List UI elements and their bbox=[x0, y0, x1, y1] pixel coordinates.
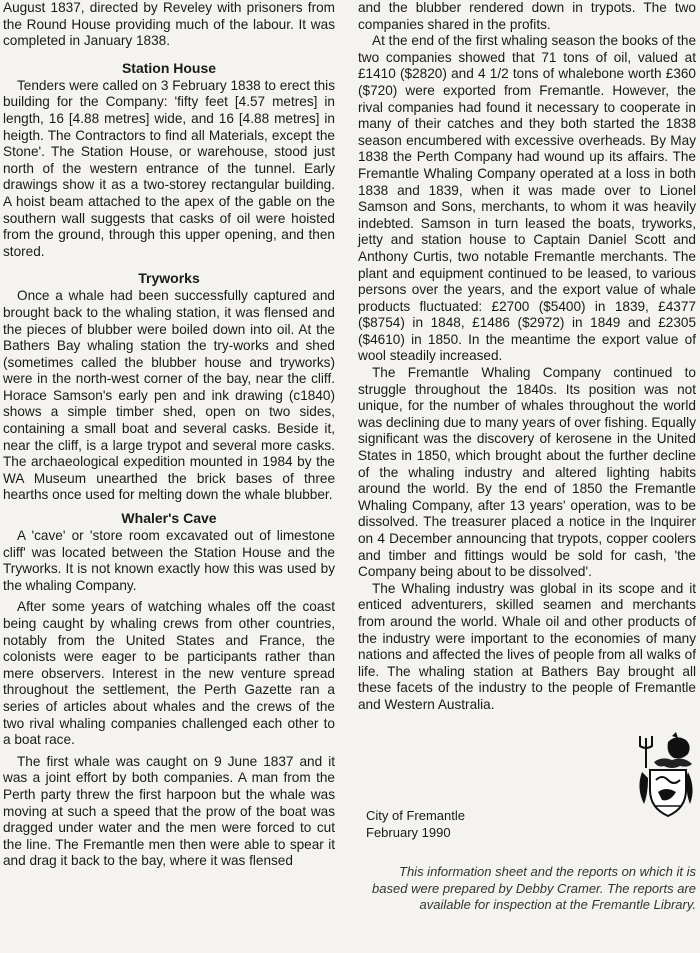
whalers-cave-paragraph-2: After some years of watching whales off the coast being caught by whaling crews from other countries, notably from the United States and France, the colonists were eager to be participants rather than mere observers. Interest in the new venture spread throughout the settlement, the Perth Gazette ran a series of articles about whales and the crews of the two rival whaling companies challenged each other to a boat race. bbox=[3, 599, 335, 748]
whalers-cave-paragraph-1: A 'cave' or 'store room excavated out of limestone cliff' was located between the Station House and the Tryworks. It is not known exactly how this was used by the whaling Company. bbox=[3, 528, 335, 593]
intro-paragraph: August 1837, directed by Reveley with prisoners from the Round House providing much of the labour. It was completed in January 1838. bbox=[3, 0, 335, 49]
whalers-cave-paragraph-3: The first whale was caught on 9 June 1837 and it was a joint effort by both companies. A man from the Perth party threw the first harpoon but the whale was moving at such a speed that the prow of the boat was dragged under water and the men were forced to cut the line. The Fremantle men then were able to spear it and drag it back to the bay, where it was flensed bbox=[3, 753, 335, 869]
signoff-date: February 1990 bbox=[366, 824, 451, 840]
signoff-organisation: City of Fremantle bbox=[366, 808, 465, 823]
footer-note: This information sheet and the reports on which it is based were prepared by Debby Cramer. The reports are available for inspection at the Fremantle Library. bbox=[372, 864, 696, 912]
global-industry-paragraph: The Whaling industry was global in its scope and it enticed adventurers, skilled seamen and merchants from around the world. Whale oil and other products of the industry were important to the economies of many nations and affected the lives of people from all walks of life. The whaling station at Bathers Bay brought all these facets of the industry to the people of Fremantle and Western Australia. bbox=[358, 580, 696, 712]
city-crest-icon bbox=[632, 732, 698, 820]
continuation-paragraph: and the blubber rendered down in trypots. The two companies shared in the profits. bbox=[358, 0, 696, 32]
left-column bbox=[3, 0, 335, 870]
signoff-block bbox=[366, 808, 526, 841]
whalers-cave-heading: Whaler's Cave bbox=[121, 510, 217, 527]
tryworks-heading: Tryworks bbox=[138, 270, 200, 287]
tryworks-paragraph: Once a whale had been successfully captured and brought back to the whaling station, it was flensed and the pieces of blubber were boiled down into oil. At the Bathers Bay whaling station the try-works and shed (sometimes called the blubber house and tryworks) were in the north-west corner of the bay, near the cliff. Horace Samson's early pen and ink drawing (c1840) shows a simple timber shed, open on two sides, containing a small boat and several casks. Beside it, near the cliff, is a large trypot and several more casks. The archaeological expedition mounted in 1984 by the WA Museum unearthed the brick bases of three hearths once used for melting down the whale blubber. bbox=[3, 288, 335, 503]
station-house-paragraph: Tenders were called on 3 February 1838 to erect this building for the Company: 'fifty feet [4.57 metres] in length, 16 [4.88 metres] wide, and 16 [4.88 metres] in heigth. The Contractors to find all Materials, except the Stone'. The Station House, or warehouse, stood just north of the western entrance of the tunnel. Early drawings show it as a two-storey rectangular building. A hoist beam attached to the apex of the gable on the southern wall suggests that casks of oil were hoisted from the ground, through this upper opening, and then stored. bbox=[3, 77, 335, 259]
right-column bbox=[358, 0, 696, 714]
export-paragraph: At the end of the first whaling season the books of the two companies showed that 71 tons of oil, valued at £1410 ($2820) and 4 1/2 tons of whalebone worth £360 ($720) were exported from Fremantle. However, the rival companies had found it necessary to cooperate in many of their catches and they both started the 1838 season encumbered with excessive overheads. By May 1838 the Perth Company had wound up its affairs. The Fremantle Whaling Company operated at a loss in both 1838 and 1839, when it was made over to Lionel Samson and Sons, merchants, to whom it was heavily indebted. Samson in turn leased the boats, tryworks, jetty and station house to Captain Daniel Scott and Anthony Curtis, two notable Fremantle merchants. The plant and equipment continued to be leased, to various persons over the years, and the export value of whale products fluctuated: £2700 ($5400) in 1839, £4377 ($8754) in 1848, £1486 ($2972) in 1849 and £2305 ($4610) in 1850. In the meantime the export value of wool steadily increased. bbox=[358, 33, 696, 364]
station-house-heading: Station House bbox=[121, 59, 217, 76]
decline-paragraph: The Fremantle Whaling Company continued to struggle throughout the 1840s. Its position was not unique, for the number of whales throughout the world was declining due to many years of over fishing. Equally significant was the discovery of kerosene in the United States in 1850, which brought about the further decline of the whaling industry and altered lighting habits around the world. By the end of 1850 the Fremantle Whaling Company, after 13 years' operation, was to be dissolved. The treasurer placed a notice in the Inquirer on 4 December announcing that trypots, copper coolers and timber and fittings would be sold for cash, 'the Company being about to be dissolved'. bbox=[358, 365, 696, 580]
